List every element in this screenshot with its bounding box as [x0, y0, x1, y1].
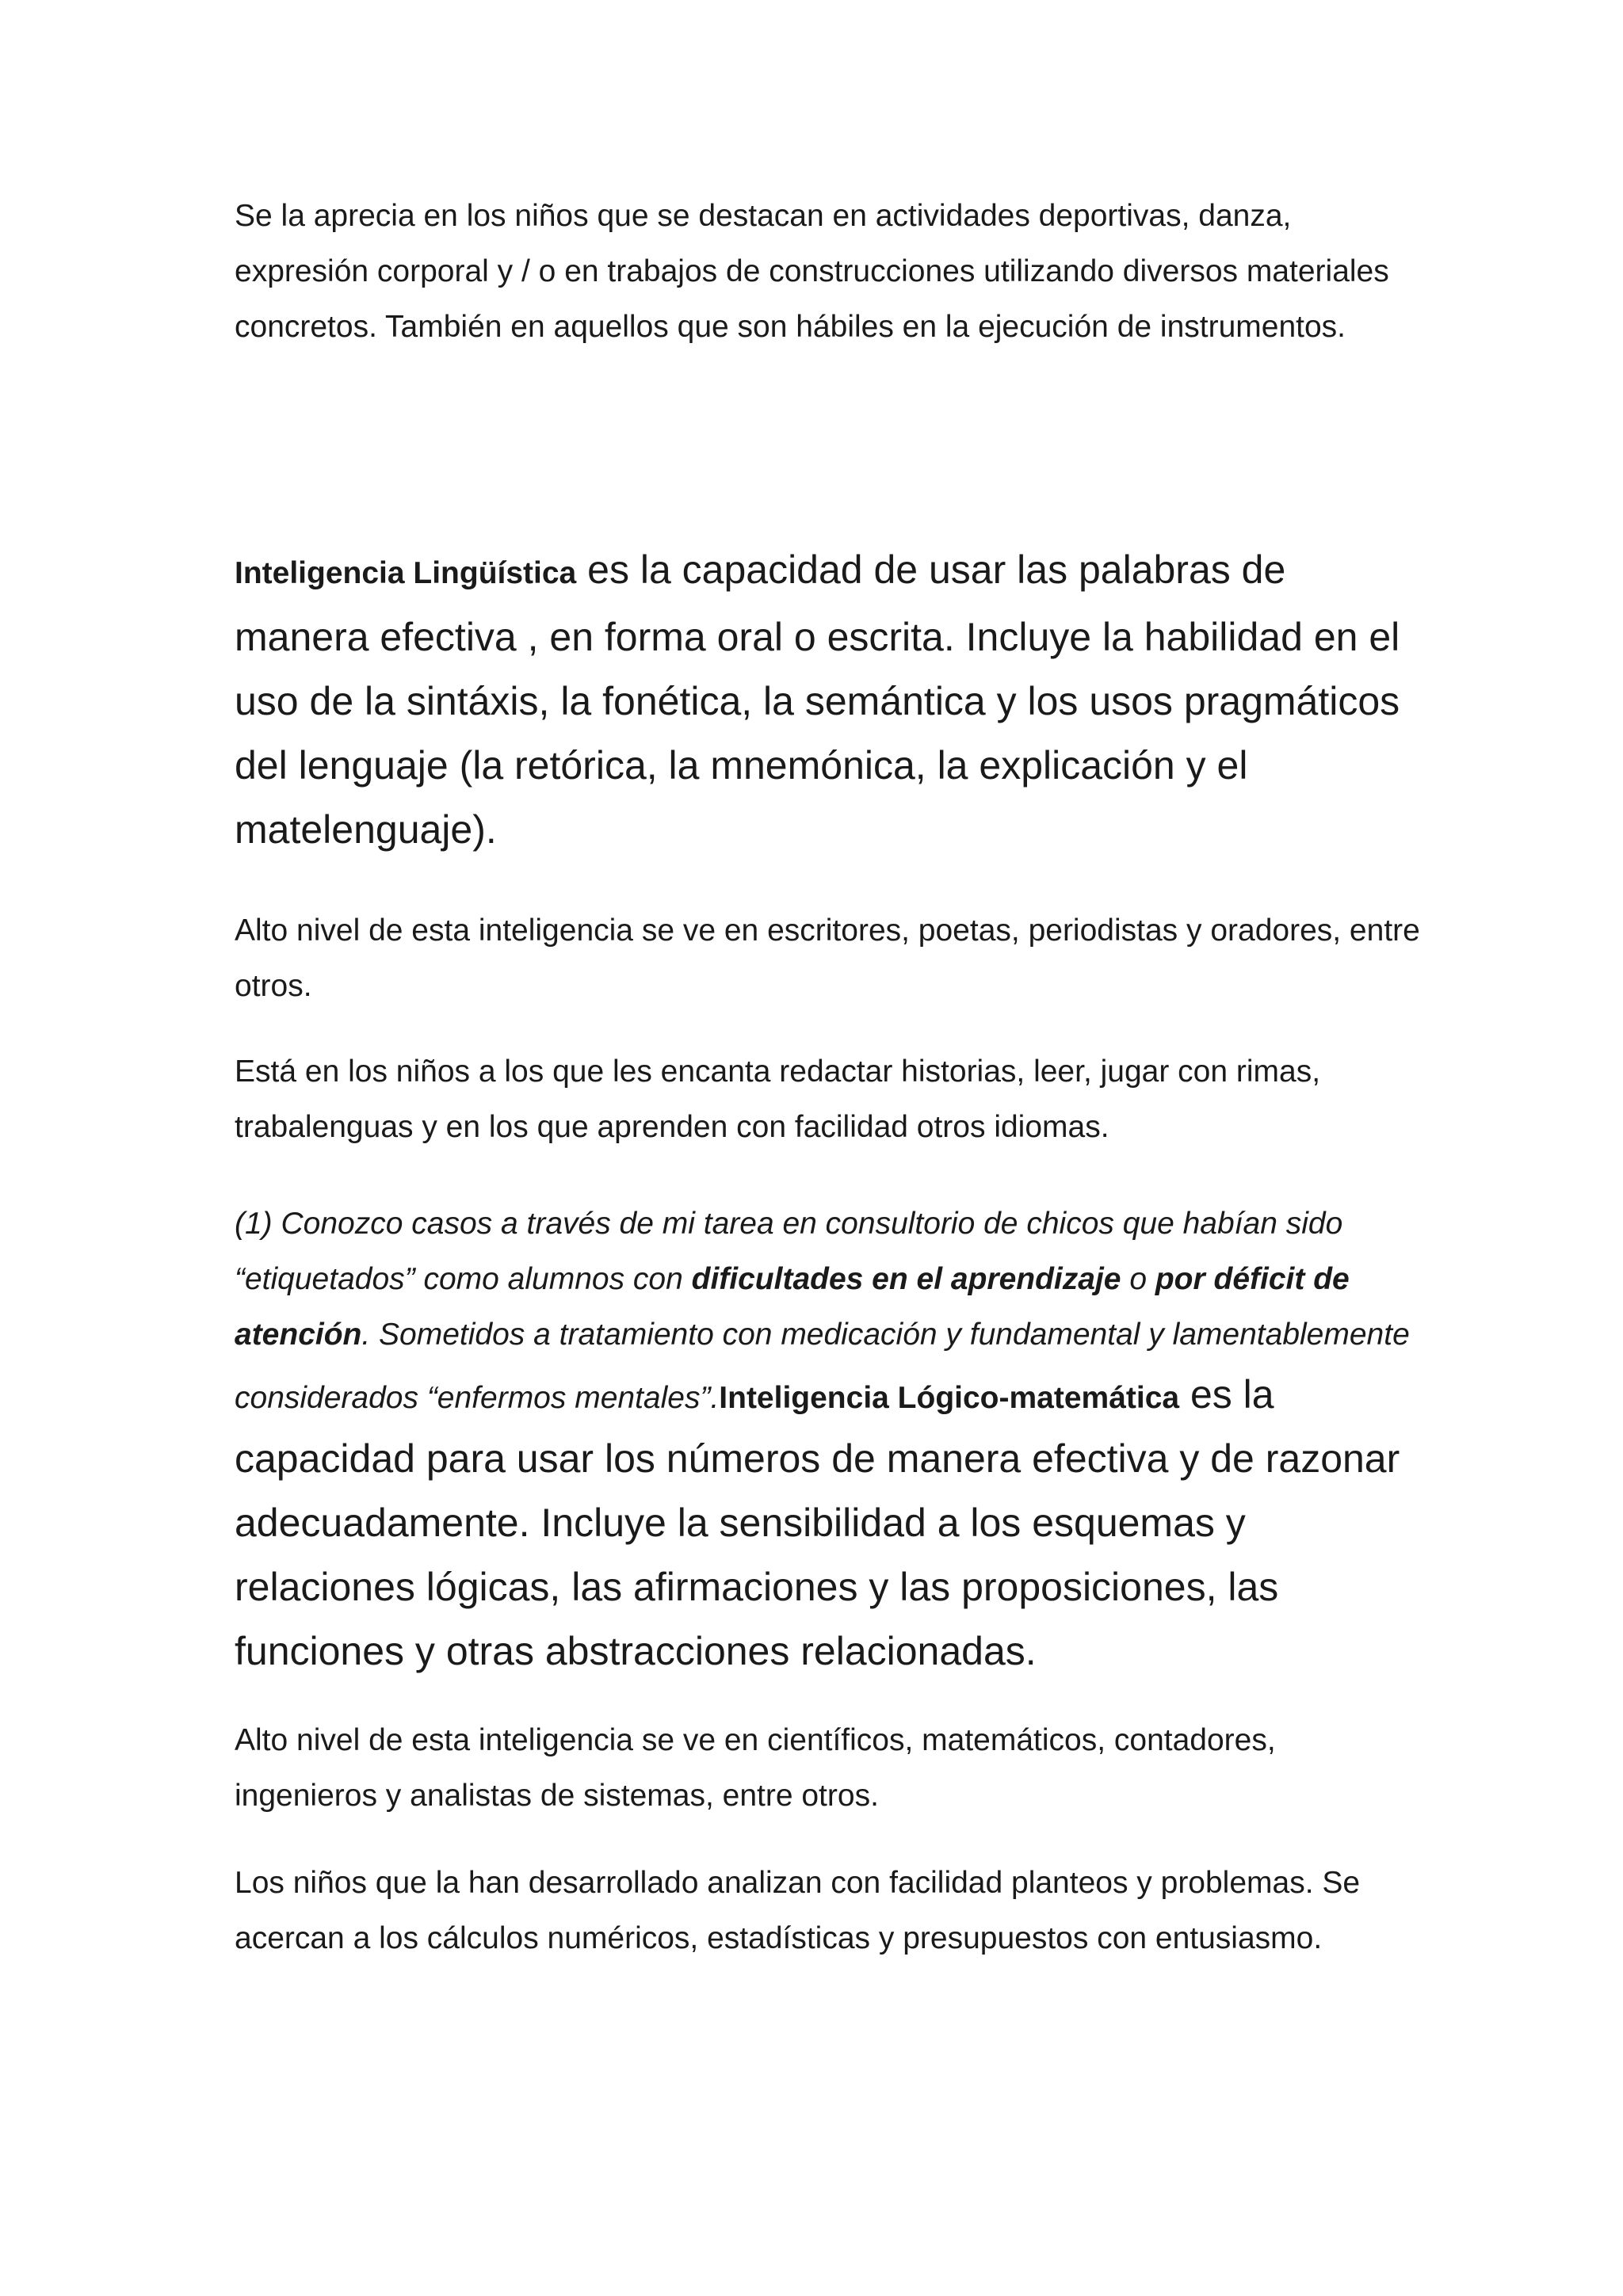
definition-linguistica: es la capacidad de usar las palabras de manera efectiva , en forma oral o escrita. Incluye la habilidad en el uso de la sintáxis, la fonética, la semántica y los usos pragmáticos del lenguaje (la retórica, la mnemónica, la explicación y el matelenguaje). [235, 547, 1400, 852]
note-bold-deficit: por déficit de atención [235, 1262, 1350, 1352]
paragraph-linguistica-profesiones: Alto nivel de esta inteligencia se ve en escritores, poetas, periodistas y oradores, entre otros. [235, 913, 1420, 1003]
term-inteligencia-logico-matematica: Inteligencia Lógico-matemática [719, 1381, 1180, 1415]
definition-logico-matematica: es la capacidad para usar los números de manera efectiva y de razonar adecuadamente. Incluye la sensibilidad a los esquemas y relaciones lógicas, las afirmaciones y las proposiciones, las funciones y otras abstracciones relacionadas. [235, 1372, 1400, 1673]
paragraph-logico-profesiones: Alto nivel de esta inteligencia se ve en científicos, matemáticos, contadores, ingenieros y analistas de sistemas, entre otros. [235, 1723, 1276, 1813]
note-part-2: o [1121, 1262, 1155, 1296]
note-part-3: . Sometidos a tratamiento con medicación y fundamental y lamentablemente considerados “enfermos mentales”. [235, 1318, 1410, 1415]
term-inteligencia-linguistica: Inteligencia Lingüística [235, 556, 577, 590]
note-bold-dificultades: dificultades en el aprendizaje [691, 1262, 1121, 1296]
paragraph-corporal-kinestesica: Se la aprecia en los niños que se destacan en actividades deportivas, danza, expresión corporal y / o en trabajos de construcciones utilizando diversos materiales concretos. También en aquellos que son hábiles en la ejecución de instrumentos. [235, 199, 1389, 344]
paragraph-inteligencia-linguistica [235, 538, 1423, 862]
note-and-logico-section [235, 1196, 1423, 1684]
note-part-1: (1) Conozco casos a través de mi tarea en consultorio de chicos que habían sido “etiquetados” como alumnos con [235, 1207, 1343, 1296]
paragraph-logico-ninos: Los niños que la han desarrollado analizan con facilidad planteos y problemas. Se acercan a los cálculos numéricos, estadísticas y presupuestos con entusiasmo. [235, 1866, 1361, 1955]
paragraph-linguistica-ninos: Está en los niños a los que les encanta redactar historias, leer, jugar con rimas, trabalenguas y en los que aprenden con facilidad otros idiomas. [235, 1055, 1321, 1144]
